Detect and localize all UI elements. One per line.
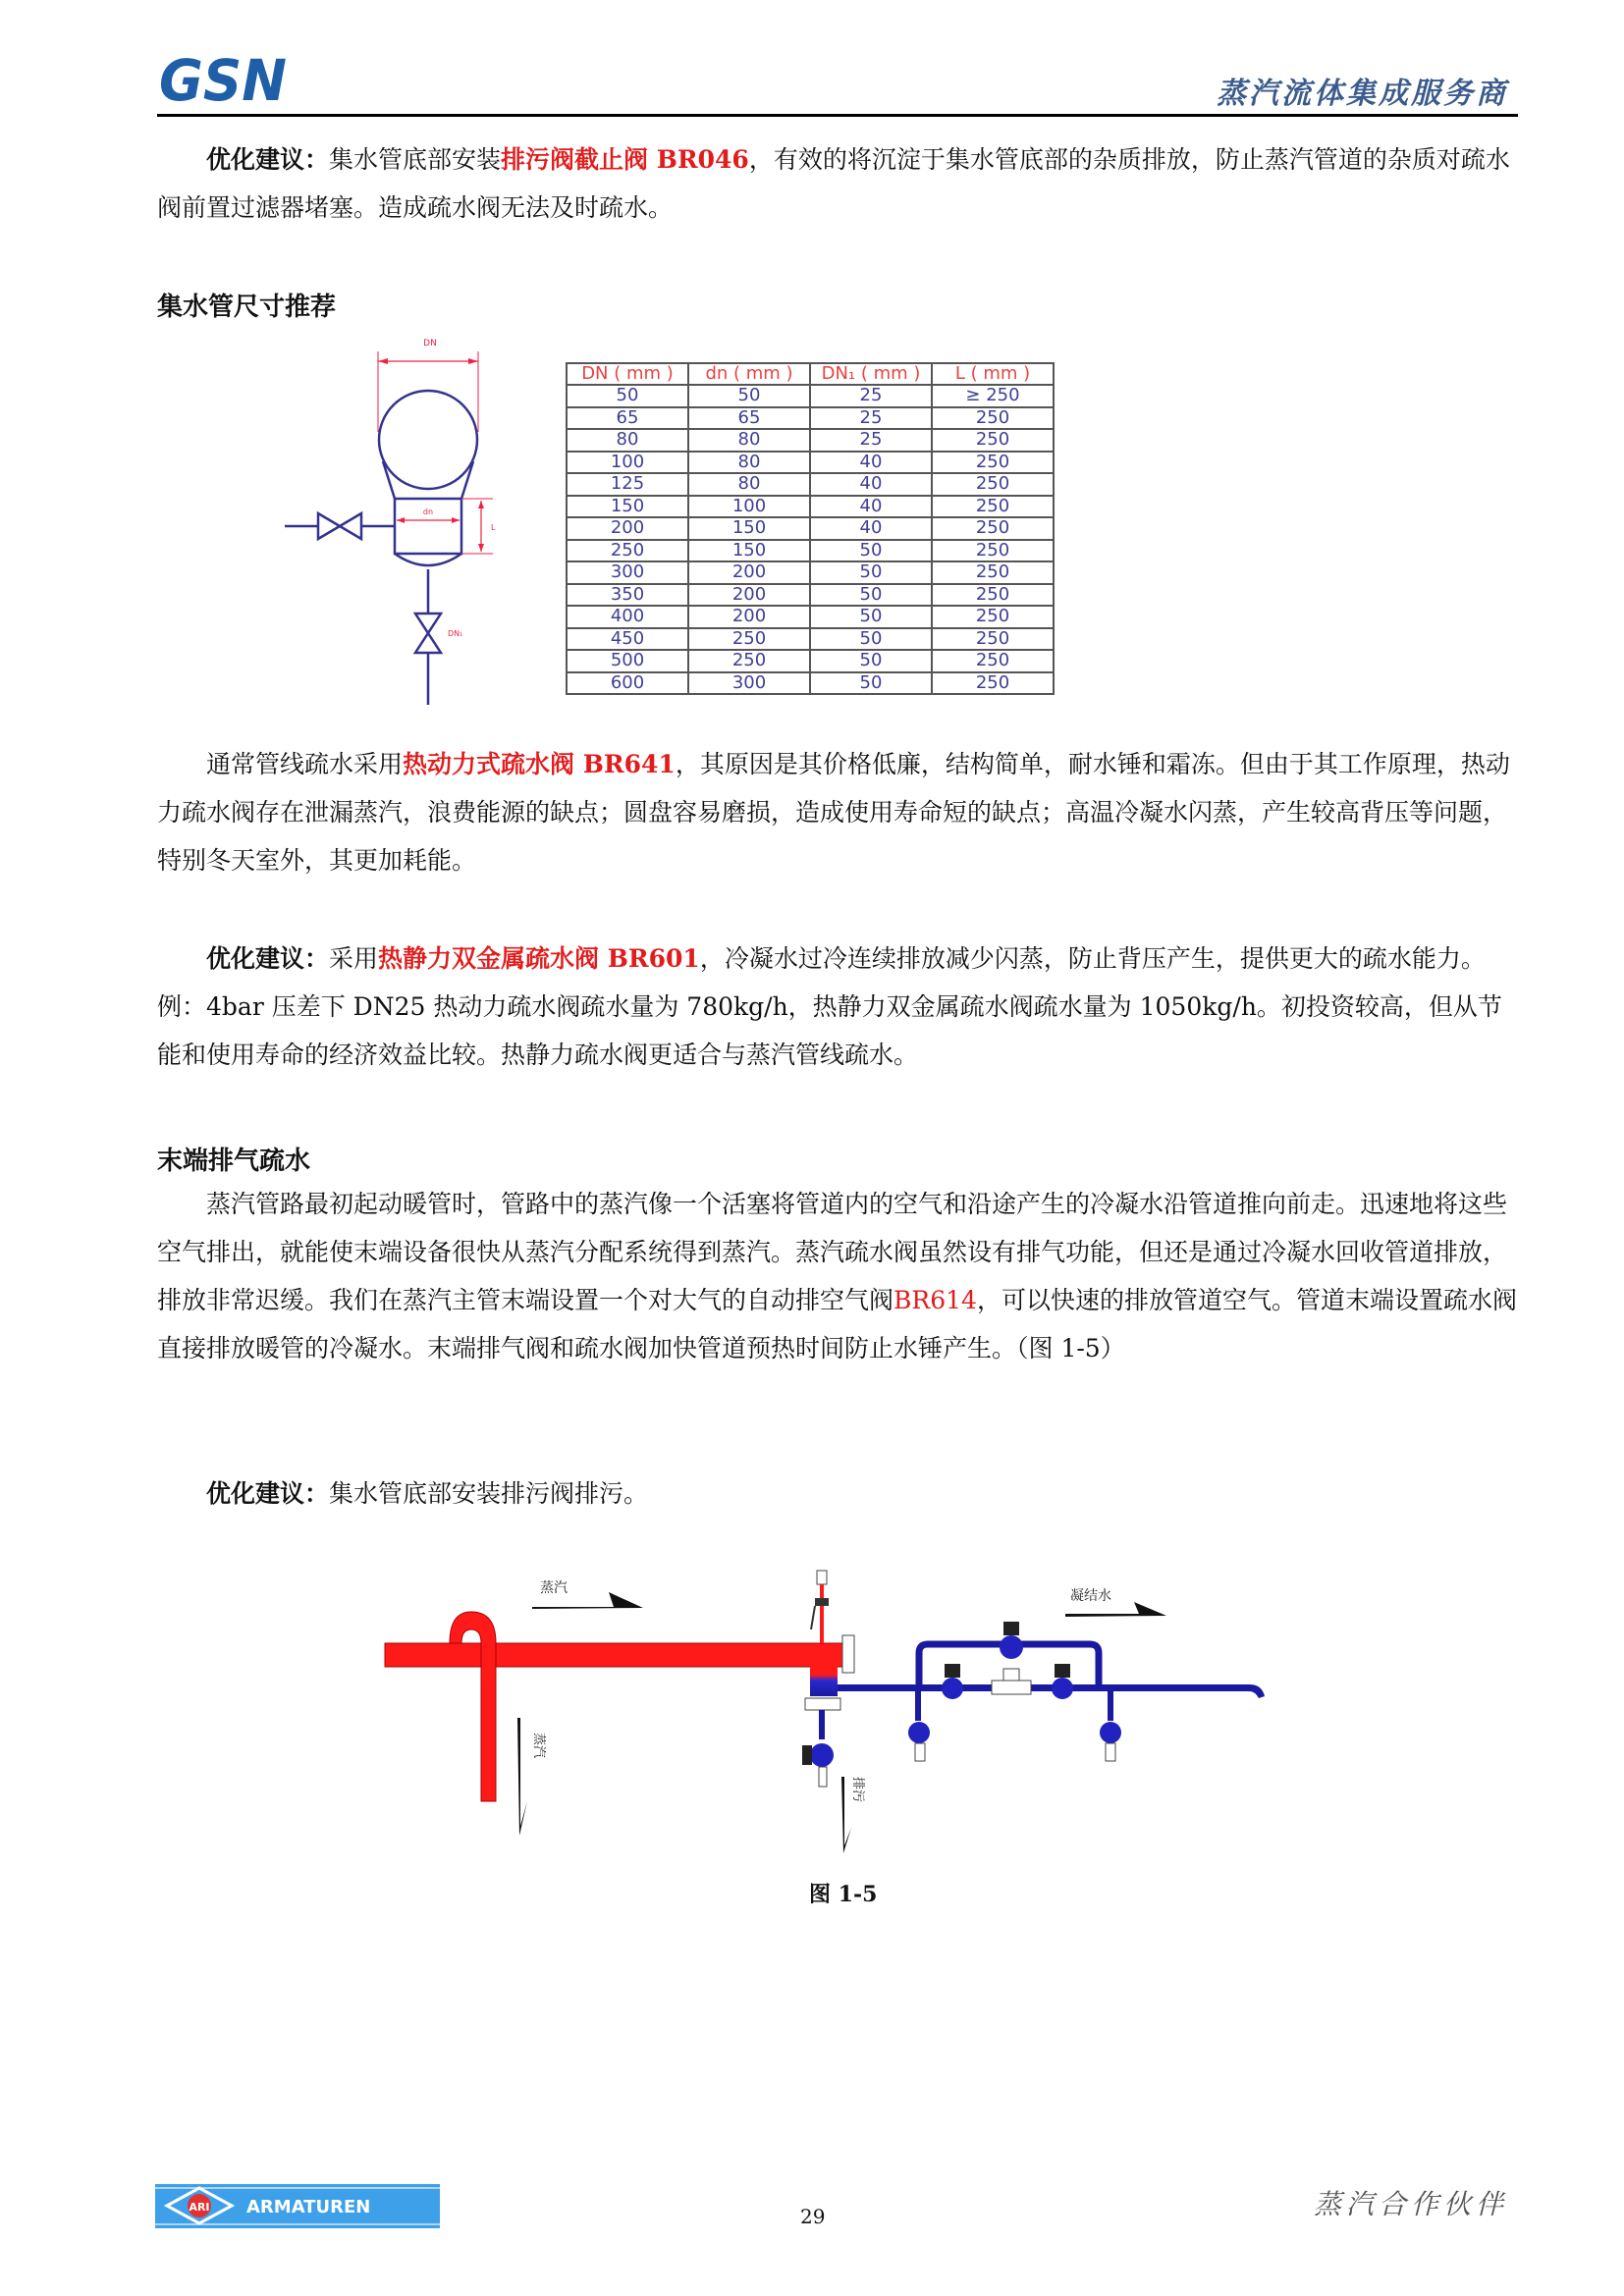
header-tagline: 蒸汽流体集成服务商: [1217, 77, 1508, 111]
drain-valve-icon: [908, 1722, 930, 1743]
side-valve-icon: [318, 513, 361, 539]
arrow-head: [478, 501, 484, 508]
table-cell: 80: [688, 452, 810, 474]
blowdown-pipe: [819, 1710, 825, 1739]
drain-outlet: [915, 1743, 925, 1761]
isolation-valve-icon: [942, 1678, 963, 1699]
table-cell: 200: [688, 561, 810, 584]
table-row: [567, 628, 1054, 651]
table-cell: 125: [567, 473, 688, 496]
blowdown-arrow: [841, 1777, 851, 1853]
product-highlight: 热动力式疏水阀 BR641: [403, 750, 676, 778]
advice-label: 优化建议：: [206, 944, 330, 973]
steam-down-label: 蒸汽: [531, 1733, 546, 1759]
paragraph-collector-advice: [157, 135, 1522, 232]
section-heading-collector-size: 集水管尺寸推荐: [157, 293, 337, 322]
column-header: dn ( mm ): [688, 363, 810, 385]
steam-branch-pipe: [450, 1612, 496, 1801]
drain-branch-pipe: [1108, 1691, 1113, 1721]
table-body: [567, 385, 1054, 694]
table-cell: 25: [810, 385, 932, 407]
pocket-bottom: [395, 554, 461, 565]
steam-trap-icon: [992, 1681, 1031, 1694]
table-cell: 600: [567, 672, 688, 695]
ari-armaturen-logo: [155, 2184, 440, 2228]
collector-pot: [810, 1657, 838, 1696]
air-vent-valve-icon: [817, 1571, 827, 1584]
text: 集水管底部安装: [329, 145, 502, 174]
table-cell: 250: [688, 650, 810, 672]
drain-outlet: [1106, 1743, 1115, 1761]
table-cell: 40: [810, 496, 932, 518]
dn-label: DN: [423, 339, 437, 348]
table-row: [567, 672, 1054, 695]
table-cell: 80: [688, 473, 810, 496]
table-cell: 80: [567, 429, 688, 452]
air-vent-ball-valve-icon: [815, 1598, 829, 1606]
advice-label: 优化建议：: [206, 1479, 330, 1508]
table-row: [567, 473, 1054, 496]
dn1-label: DN₁: [448, 629, 463, 638]
product-highlight: 热静力双金属疏水阀 BR601: [378, 944, 700, 973]
table-cell: 450: [567, 628, 688, 651]
table-cell: 250: [932, 407, 1054, 430]
table-cell: 65: [567, 407, 688, 430]
table-cell: 50: [810, 672, 932, 695]
column-header: L ( mm ): [932, 363, 1054, 385]
table-cell: 250: [932, 561, 1054, 584]
text: ，可以快速的排放管道空气。管道末端设置疏水阀直接排放暖管的冷凝水。末端排气阀和疏水阀加快管道预热时间防止水锤产生。（图 1-5）: [157, 1286, 1517, 1362]
steam-down-arrow: [517, 1718, 527, 1836]
arrow-head: [478, 544, 484, 552]
table-cell: 40: [810, 473, 932, 496]
page-number: 29: [800, 2205, 826, 2228]
valve-handwheel: [1003, 1622, 1019, 1635]
table-cell: 250: [932, 606, 1054, 628]
text: 集水管底部安装排污阀排污。: [329, 1479, 649, 1508]
advice-label: 优化建议：: [206, 145, 330, 174]
arrow-head: [378, 358, 388, 364]
pocket-neck: [383, 461, 473, 499]
table-cell: 250: [932, 473, 1054, 496]
table-row: [567, 407, 1054, 430]
end-drainage-system-diagram: [363, 1541, 1276, 1855]
bypass-valve-icon: [1000, 1635, 1023, 1659]
product-highlight: BR614: [893, 1286, 977, 1314]
table-cell: 25: [810, 429, 932, 452]
paragraph-end-venting: [157, 1180, 1522, 1372]
arrow-head: [452, 517, 460, 523]
valve-handwheel: [945, 1664, 960, 1678]
steam-trap-cap: [1003, 1669, 1019, 1681]
text: ，冷凝水过冷连续排放减少闪蒸，防止背压产生，提供更大的疏水能力。例：4bar 压差下 DN25 热动力疏水阀疏水量为 780kg/h，热静力双金属疏水阀疏水量为 1050kg/h。初投资较高，但从节能和使用寿命的经济效益比较。热静力疏水阀更适合与蒸汽管线疏水。: [157, 944, 1502, 1069]
valve-handwheel: [1055, 1664, 1070, 1678]
drain-branch-pipe: [915, 1691, 921, 1721]
table-cell: 200: [688, 606, 810, 628]
table-cell: 350: [567, 584, 688, 607]
paragraph-thermostatic-advice: [157, 934, 1522, 1079]
drain-valve-icon: [1100, 1722, 1121, 1743]
ari-mark: ARI: [189, 2201, 210, 2214]
paragraph-blowdown-advice: [157, 1469, 1522, 1518]
steam-flow-label: 蒸汽: [540, 1580, 568, 1596]
blowdown-valve-icon: [810, 1743, 834, 1767]
table-cell: 50: [567, 385, 688, 407]
table-cell: 200: [567, 517, 688, 540]
column-header: DN₁ ( mm ): [810, 363, 932, 385]
paragraph-thermodynamic-trap: [157, 740, 1522, 884]
collector-flange: [805, 1698, 840, 1710]
steam-main-pipe: [385, 1643, 844, 1667]
valve-handwheel: [802, 1745, 812, 1765]
footer-tagline: 蒸汽合作伙伴: [1313, 2188, 1508, 2220]
table-row: [567, 429, 1054, 452]
product-highlight: 排污阀截止阀 BR046: [501, 145, 749, 174]
condensate-pipe-end: [1250, 1684, 1265, 1698]
table-cell: 500: [567, 650, 688, 672]
table-cell: 250: [932, 628, 1054, 651]
table-row: [567, 496, 1054, 518]
table-cell: 250: [932, 452, 1054, 474]
dn-pocket-label: dn: [422, 507, 434, 516]
table-cell: 250: [932, 584, 1054, 607]
table-cell: 250: [932, 429, 1054, 452]
table-cell: 250: [567, 540, 688, 562]
table-header-row: [567, 363, 1054, 385]
table-cell: 65: [688, 407, 810, 430]
arrow-head: [397, 517, 405, 523]
table-cell: 150: [688, 540, 810, 562]
table-cell: 50: [810, 584, 932, 607]
table-cell: 25: [810, 407, 932, 430]
table-row: [567, 540, 1054, 562]
text: ，其原因是其价格低廉，结构简单，耐水锤和霜冻。但由于其工作原理，热动力疏水阀存在泄漏蒸汽，浪费能源的缺点；圆盘容易磨损，造成使用寿命短的缺点；高温冷凝水闪蒸，产生较高背压等问题，特别冬天室外，其更加耗能。: [157, 750, 1510, 875]
table-cell: 250: [932, 517, 1054, 540]
section-heading-end-venting: 末端排气疏水: [157, 1147, 311, 1176]
armaturen-text: ARMATUREN: [246, 2197, 371, 2217]
end-flange: [842, 1635, 854, 1673]
table-cell: 250: [932, 540, 1054, 562]
table-cell: 300: [688, 672, 810, 695]
table-row: [567, 606, 1054, 628]
condensate-pipe: [838, 1684, 1250, 1691]
table-cell: ≥ 250: [932, 385, 1054, 407]
drip-pocket-diagram: [285, 334, 530, 707]
arrow-head: [468, 358, 478, 364]
table-cell: 50: [688, 385, 810, 407]
table-cell: 50: [810, 650, 932, 672]
table-row: [567, 517, 1054, 540]
table-cell: 40: [810, 452, 932, 474]
figure-caption: 图 1-5: [809, 1882, 878, 1907]
text: 蒸汽管路最初起动暖管时，管路中的蒸汽像一个活塞将管道内的空气和沿途产生的冷凝水沿管道推向前走。迅速地将这些空气排出，就能使末端设备很快从蒸汽分配系统得到蒸汽。蒸汽疏水阀虽然设有排气功能，但还是通过冷凝水回收管道排放，排放非常迟缓。我们在蒸汽主管末端设置一个对大气的自动排空气阀: [157, 1190, 1508, 1314]
header-divider: [157, 114, 1518, 117]
table-row: [567, 452, 1054, 474]
blowdown-outlet: [819, 1767, 827, 1787]
table-cell: 250: [932, 650, 1054, 672]
condensate-label: 凝结水: [1070, 1588, 1111, 1604]
collector-size-table: [566, 362, 1055, 695]
table-cell: 250: [688, 628, 810, 651]
table-cell: 250: [932, 672, 1054, 695]
table-row: [567, 385, 1054, 407]
table-cell: 80: [688, 429, 810, 452]
gsn-logo-text: GSN: [159, 51, 287, 105]
table-row: [567, 650, 1054, 672]
valve-handle: [811, 1606, 815, 1629]
table-cell: 40: [810, 517, 932, 540]
table-cell: 300: [567, 561, 688, 584]
drain-valve-icon: [415, 614, 441, 653]
gsn-logo: [157, 51, 290, 105]
table-cell: 50: [810, 540, 932, 562]
table-cell: 50: [810, 628, 932, 651]
text: 通常管线疏水采用: [206, 750, 404, 778]
blowdown-label: 排污: [850, 1777, 865, 1803]
table-cell: 400: [567, 606, 688, 628]
column-header: DN ( mm ): [567, 363, 688, 385]
table-cell: 50: [810, 606, 932, 628]
condensate-arrow: [1065, 1602, 1166, 1617]
table-cell: 150: [567, 496, 688, 518]
table-cell: 50: [810, 561, 932, 584]
table-cell: 200: [688, 584, 810, 607]
l-label: L: [491, 523, 496, 532]
table-cell: 100: [567, 452, 688, 474]
table-row: [567, 561, 1054, 584]
table-cell: 250: [932, 496, 1054, 518]
isolation-valve-icon: [1052, 1678, 1073, 1699]
air-vent-pipe: [820, 1584, 824, 1643]
table-cell: 150: [688, 517, 810, 540]
text: 采用: [329, 944, 379, 973]
table-row: [567, 584, 1054, 607]
text: ，有效的将沉淀于集水管底部的杂质排放，防止蒸汽管道的杂质对疏水阀前置过滤器堵塞。造成疏水阀无法及时疏水。: [157, 145, 1510, 222]
main-pipe-circle: [379, 391, 477, 489]
table-cell: 100: [688, 496, 810, 518]
